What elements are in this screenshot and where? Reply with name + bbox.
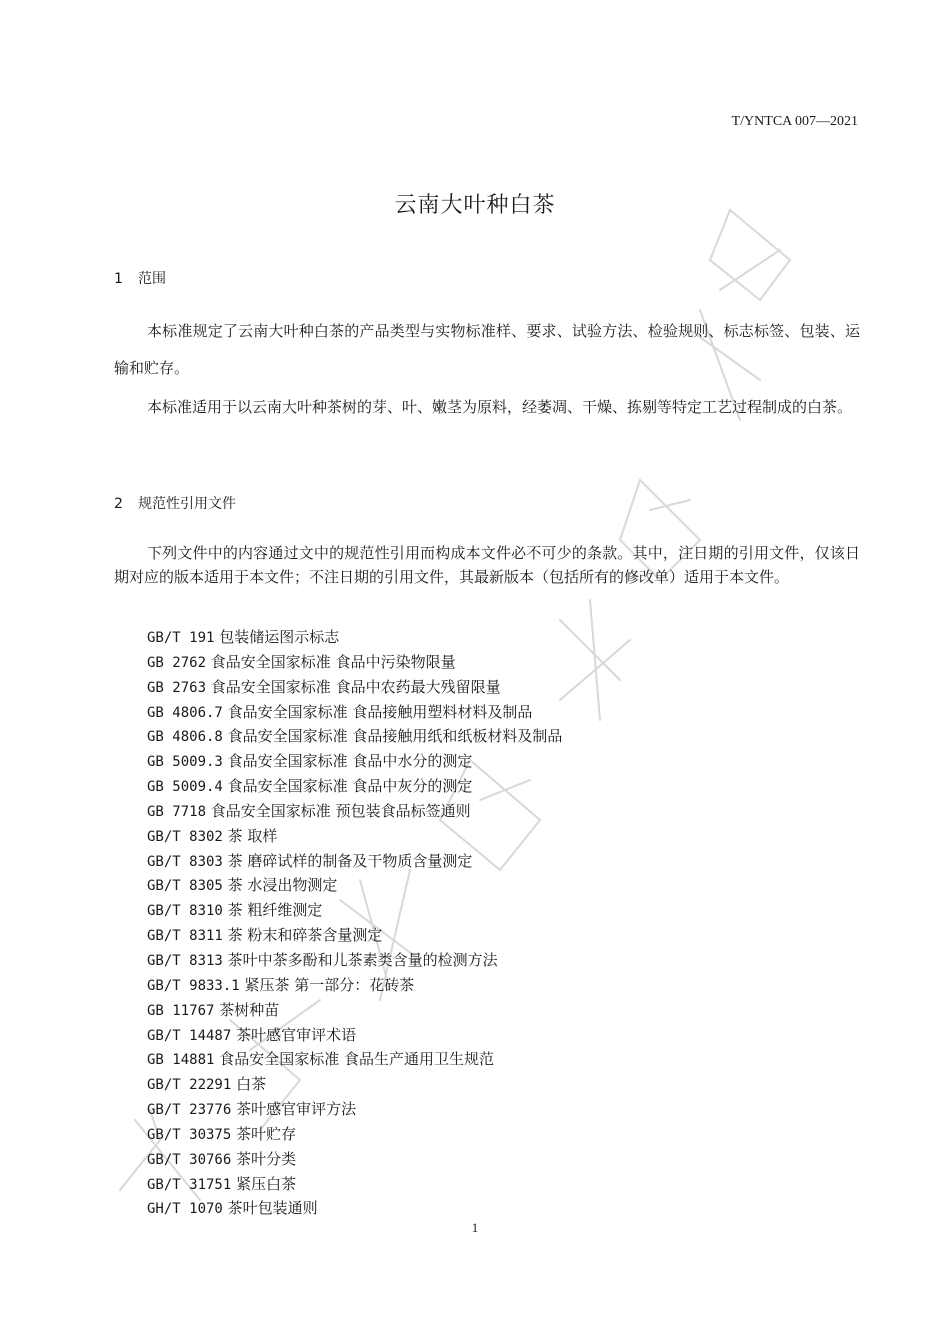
reference-item [147, 924, 562, 949]
reference-title: 茶 水浸出物测定 [227, 876, 338, 895]
reference-item [147, 1123, 562, 1148]
reference-title: 食品安全国家标准 食品中灰分的测定 [227, 777, 473, 796]
reference-title: 茶树种苗 [219, 1000, 280, 1019]
reference-code: GB/T 8303 [147, 853, 223, 870]
reference-title: 包装储运图示标志 [219, 628, 340, 646]
reference-title: 紧压茶 第一部分：花砖茶 [244, 975, 415, 994]
section-title: 规范性引用文件 [138, 496, 236, 512]
scope-paragraph-1: 本标准规定了云南大叶种白茶的产品类型与实物标准样、要求、试验方法、检验规则、标志标签、包装、运输和贮存。 [114, 322, 860, 377]
reference-title: 食品安全国家标准 食品中水分的测定 [227, 752, 473, 771]
reference-code: GB 4806.7 [147, 704, 223, 721]
reference-title: 食品安全国家标准 食品中污染物限量 [210, 652, 456, 671]
reference-code: GB/T 191 [147, 630, 215, 646]
section-heading-scope [114, 268, 166, 288]
reference-title: 茶 粗纤维测定 [227, 901, 323, 920]
reference-item [147, 750, 562, 775]
reference-item [147, 974, 562, 999]
reference-code: GB/T 31751 [147, 1176, 232, 1193]
reference-item [147, 775, 562, 800]
reference-code: GB 14881 [147, 1052, 215, 1069]
reference-code: GB/T 8302 [147, 828, 223, 845]
reference-item [147, 800, 562, 825]
reference-title: 食品安全国家标准 食品生产通用卫生规范 [219, 1050, 494, 1069]
reference-title: 茶叶感官审评方法 [236, 1100, 357, 1119]
reference-title: 茶 磨碎试样的制备及干物质含量测定 [227, 851, 473, 870]
reference-item [147, 1098, 562, 1123]
reference-item [147, 949, 562, 974]
reference-code: GB 4806.8 [147, 729, 223, 746]
reference-title: 食品安全国家标准 食品接触用塑料材料及制品 [227, 702, 533, 721]
reference-item [147, 899, 562, 924]
reference-item [147, 1073, 562, 1098]
section-number: 1 [114, 271, 123, 287]
page-number: 1 [471, 1220, 479, 1235]
reference-title: 茶 粉末和碎茶含量测定 [227, 926, 383, 945]
reference-code: GH/T 1070 [147, 1201, 223, 1218]
reference-item [147, 874, 562, 899]
reference-title: 白茶 [236, 1075, 267, 1094]
section-heading-normative-references [114, 493, 236, 513]
reference-item [147, 626, 562, 651]
scope-paragraph-2: 本标准适用于以云南大叶种茶树的芽、叶、嫩茎为原料，经萎凋、干燥、拣剔等特定工艺过程制成的白茶。 [147, 398, 853, 416]
reference-code: GB 7718 [147, 803, 207, 820]
reference-title: 食品安全国家标准 食品中农药最大残留限量 [210, 677, 501, 696]
reference-item [147, 1173, 562, 1198]
reference-item [147, 725, 562, 750]
reference-item [147, 1024, 562, 1049]
reference-code: GB/T 8305 [147, 878, 223, 895]
reference-item [147, 701, 562, 726]
reference-item [147, 1197, 562, 1222]
references-intro-paragraph: 下列文件中的内容通过文中的规范性引用而构成本文件必不可少的条款。其中，注日期的引用文件，仅该日期对应的版本适用于本文件；不注日期的引用文件，其最新版本（包括所有的修改单）适用于本文件。 [114, 544, 860, 586]
reference-code: GB/T 30375 [147, 1126, 232, 1143]
reference-code: GB 2763 [147, 679, 207, 696]
standard-code: T/YNTCA 007—2021 [731, 114, 858, 129]
reference-code: GB/T 23776 [147, 1102, 232, 1119]
reference-title: 茶叶中茶多酚和儿茶素类含量的检测方法 [227, 950, 498, 969]
reference-title: 茶叶贮存 [236, 1124, 297, 1143]
document-title: 云南大叶种白茶 [394, 193, 556, 218]
reference-list [147, 626, 562, 1222]
reference-code: GB/T 30766 [147, 1151, 232, 1168]
reference-code: GB 2762 [147, 654, 207, 671]
reference-code: GB/T 9833.1 [147, 977, 240, 994]
section-number: 2 [114, 496, 123, 512]
reference-code: GB/T 8310 [147, 903, 223, 920]
reference-title: 茶 取样 [227, 826, 278, 845]
reference-title: 茶叶分类 [236, 1149, 297, 1168]
reference-code: GB/T 14487 [147, 1027, 232, 1044]
reference-item [147, 676, 562, 701]
reference-item [147, 999, 562, 1024]
reference-title: 食品安全国家标准 预包装食品标签通则 [210, 801, 471, 820]
reference-code: GB 11767 [147, 1002, 215, 1019]
reference-title: 茶叶包装通则 [227, 1199, 318, 1218]
reference-title: 食品安全国家标准 食品接触用纸和纸板材料及制品 [227, 727, 563, 746]
reference-item [147, 1048, 562, 1073]
reference-code: GB 5009.3 [147, 754, 223, 771]
reference-title: 紧压白茶 [236, 1174, 297, 1193]
section-title: 范围 [138, 271, 166, 287]
reference-item [147, 825, 562, 850]
reference-item [147, 1148, 562, 1173]
reference-title: 茶叶感官审评术语 [236, 1025, 357, 1044]
reference-code: GB 5009.4 [147, 779, 223, 796]
reference-item [147, 850, 562, 875]
reference-code: GB/T 8311 [147, 928, 223, 945]
reference-code: GB/T 8313 [147, 952, 223, 969]
reference-code: GB/T 22291 [147, 1077, 232, 1094]
reference-item [147, 651, 562, 676]
